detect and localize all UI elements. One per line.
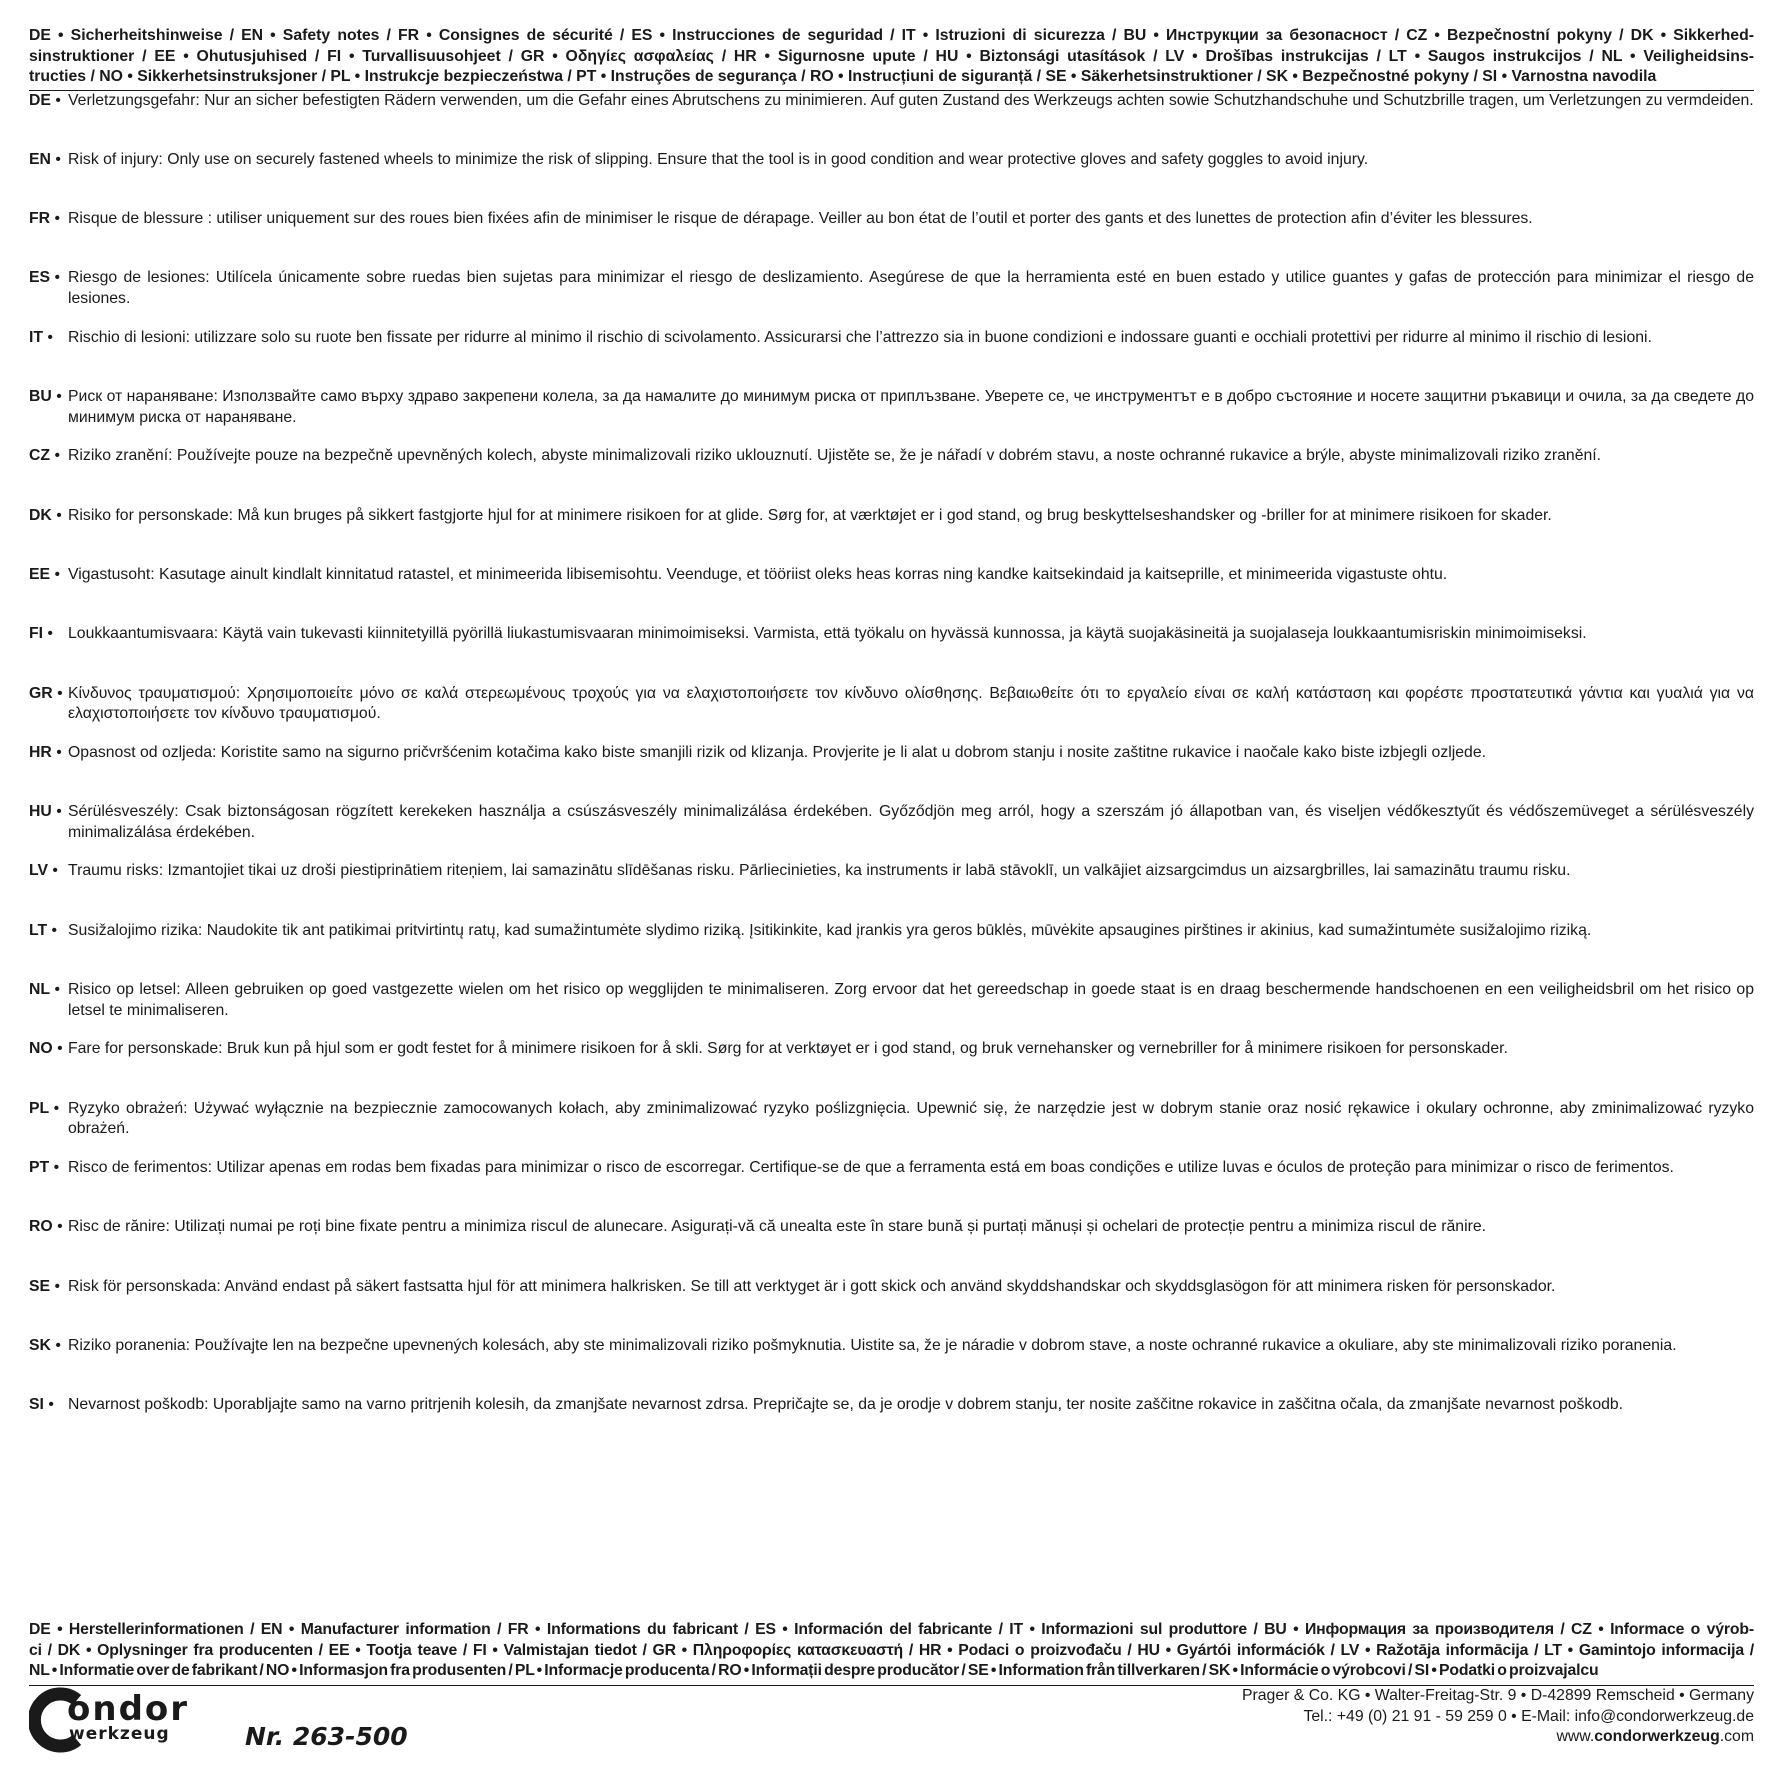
footer [29,1686,1754,1766]
website-link[interactable] [1242,1727,1754,1748]
safety-note-ro [29,1217,1754,1238]
safety-notes-list [29,91,1754,1617]
language-code: FR • [29,210,60,228]
language-code: DK • [29,506,62,524]
language-code: DE • [29,91,61,109]
manufacturer-header-line: ci / DK • Oplysninger fra producenten / EE • Tootja teave / FI • Valmistajan tiedot / GR • Πληροφορίες κατασκευαστή / HR • Podaci o proizvođaču / HU • Gyártói információk / LV • Ražotāja informācija / LT • Gamintojo informacija / [29,1641,1754,1659]
manufacturer-header-line: DE • Herstellerinformationen / EN • Manufacturer information / FR • Informations du fabricant / ES • Información del fabricante / IT • Informazioni sul produttore / BU • Информация за производителя / CZ • Informace o výrob- [29,1621,1754,1638]
language-code: IT • [29,328,53,346]
manufacturer-info-header [29,1620,1754,1686]
header-line: DE • Sicherheitshinweise / EN • Safety notes / FR • Consignes de sécurité / ES • Instrucciones de seguridad / IT • Istruzioni di sicurezza / BU • Инструкции за безопасност / CZ • Bezpečnostní pokyny / DK • Sikkerhed- [29,27,1754,44]
language-code: SK • [29,1336,61,1354]
safety-note-text: Risk för personskada: Använd endast på säkert fastsatta hjul för att minimera halkrisken. Se till att verktyget är i gott skick och använd skyddshandskar och skyddsglasögon för att minimera risken för personskador. [68,1277,1556,1295]
language-code: EN • [29,150,61,168]
safety-note-gr [29,684,1754,725]
language-code: LT • [29,921,58,939]
safety-note-hr [29,743,1754,764]
safety-note-nl [29,980,1754,1021]
safety-note-text: Vigastusoht: Kasutage ainult kindlalt kinnitatud ratastel, et minimeerida libisemisohtu. Veenduge, et tööriist oleks heas korras ning kandke kaitsekindaid ja kaitseprille, et minimeerida vigastuste ohtu. [68,565,1448,583]
safety-notes-header [29,26,1754,91]
safety-note-en [29,150,1754,171]
safety-note-text: Fare for personskade: Bruk kun på hjul som er godt festet for å minimere risikoen for å skli. Sørg for at verktøyet er i god stand, og bruk vernehansker og vernebriller for å minimere risikoen for personskader. [68,1040,1508,1058]
safety-note-fr [29,209,1754,230]
language-code: EE • [29,565,60,583]
safety-note-pl [29,1099,1754,1140]
safety-note-bu [29,387,1754,428]
language-code: RO • [29,1218,63,1236]
language-code: NL • [29,981,60,998]
safety-note-text: Susižalojimo rizika: Naudokite tik ant patikimai pritvirtintų ratų, kad sumažintumėte slydimo riziką. Įsitikinkite, kad įrankis yra geros būklės, mūvėkite apsaugines pirštines ir akinius, kad sumažintumėte susižalojimo riziką. [68,921,1592,939]
safety-note-no [29,1039,1754,1060]
safety-note-text: Traumu risks: Izmantojiet tikai uz droši piestiprinātiem riteņiem, lai samazinātu slīdēšanas risku. Pārliecinieties, ka instruments ir labā stāvoklī, un valkājiet aizsargcimdus un aizsargbrilles, lai samazinātu traumu risku. [68,862,1571,880]
safety-note-cz [29,446,1754,467]
language-code: LV • [29,862,58,880]
safety-note-text: Risco de ferimentos: Utilizar apenas em rodas bem fixadas para minimizar o risco de escorregar. Certifique-se de que a ferramenta está em boas condições e utilize luvas e óculos de proteção para minimizar o risco de ferimentos. [68,1158,1674,1176]
safety-note-fi [29,624,1754,645]
language-code: FI • [29,625,53,643]
website-prefix: www. [1556,1728,1595,1745]
language-code: GR • [29,684,63,702]
header-line: tructies / NO • Sikkerhetsinstruksjoner / PL • Instrukcje bezpieczeństwa / PT • Instruções de segurança / RO • Instrucțiuni de siguranță / SE • Säkerhetsinstruktioner / SK • Bezpečnostné pokyny / SI • Varnostna navodila [29,68,1657,85]
safety-note-it [29,328,1754,349]
safety-note-text: Ryzyko obrażeń: Używać wyłącznie na bezpiecznie zamocowanych kołach, aby zminimalizować ryzyko poślizgnięcia. Upewnić się, że narzędzie jest w dobrym stanie oraz nosić rękawice i okulary ochronne, aby zminimalizować ryzyko obrażeń. [68,1099,1754,1138]
logo-sub: werkzeug [69,1724,170,1744]
language-code: SI • [29,1396,54,1414]
safety-note-text: Risiko for personskade: Må kun bruges på sikkert fastgjorte hjul for at minimere risikoen for at glide. Sørg for, at værktøjet er i god stand, og brug beskyttelseshandsker og -briller for at minimere risikoen for skader. [68,506,1552,524]
safety-note-text: Opasnost od ozljeda: Koristite samo na sigurno pričvršćenim kotačima kako biste smanjili rizik od klizanja. Provjerite je li alat u dobrom stanju i nosite zaštitne rukavice i naočale kako biste izbjegli ozljede. [68,743,1486,761]
safety-note-hu [29,802,1754,843]
safety-note-text: Κίνδυνος τραυματισμού: Χρησιμοποιείτε μόνο σε καλά στερεωμένους τροχούς για να ελαχιστοποιήσετε τον κίνδυνο ολίσθησης. Βεβαιωθείτε ότι το εργαλείο είναι σε καλή κατάσταση και φορέστε προστατευτικά γάντια και γυαλιά για να ελαχιστοποιήσετε τον κίνδυνο τραυματισμού. [68,684,1754,722]
safety-note-text: Riziko poranenia: Používajte len na bezpečne upevnených kolesách, aby ste minimalizovali riziko pošmyknutia. Uistite sa, že je náradie v dobrom stave, a noste ochranné rukavice a okuliare, aby ste minimalizovali riziko poranenia. [68,1336,1677,1354]
language-code: CZ • [29,447,60,465]
language-code: ES • [29,269,60,287]
safety-note-sk [29,1336,1754,1357]
safety-note-pt [29,1158,1754,1179]
safety-note-text: Verletzungsgefahr: Nur an sicher befestigten Rädern verwenden, um die Gefahr eines Abrutschens zu minimieren. Auf guten Zustand des Werkzeugs achten sowie Schutzhandschuhe und Schutzbrille tragen, um Verletzungen zu vermdeiden. [68,91,1754,109]
safety-note-text: Riziko zranění: Používejte pouze na bezpečně upevněných kolech, abyste minimalizovali riziko uklouznutí. Ujistěte se, že je nářadí v dobrém stavu, a noste ochranné rukavice a brýle, abyste minimalizovali riziko zranění. [68,447,1602,465]
website-suffix: .com [1719,1728,1754,1745]
contact-block [1242,1686,1754,1748]
safety-note-text: Riesgo de lesiones: Utilícela únicamente sobre ruedas bien sujetas para minimizar el riesgo de deslizamiento. Asegúrese de que la herramienta esté en buen estado y utilice guantes y gafas de protección para minimizar el riesgo de lesiones. [68,269,1754,307]
language-code: HU • [29,803,62,821]
safety-note-text: Loukkaantumisvaara: Käytä vain tukevasti kiinnitetyillä pyörillä liukastumisvaaran minimoimiseksi. Varmista, että työkalu on hyvässä kunnossa, ja käytä suojakäsineitä ja suojalaseja loukkaantumisriskin minimoimiseksi. [68,625,1587,643]
safety-note-text: Sérülésveszély: Csak biztonságosan rögzített kerekeken használja a csúszásveszély minimalizálása érdekében. Győződjön meg arról, hogy a szerszám jó állapotban van, és viseljen védőkesztyűt és védőszemüveget a sérülésveszély minimalizálása érdekében. [68,803,1754,841]
safety-note-dk [29,506,1754,527]
language-code: PL • [29,1099,60,1117]
safety-note-text: Rischio di lesioni: utilizzare solo su ruote ben fissate per ridurre al minimo il rischio di scivolamento. Assicurarsi che l’attrezzo sia in buone condizioni e indossare guanti e occhiali protettivi per ridurre al minimo il rischio di lesioni. [68,328,1652,346]
safety-note-de [29,91,1754,112]
safety-note-text: Риск от нараняване: Използвайте само върху здраво закрепени колела, за да намалите до минимум риска от приплъзване. Уверете се, че инструментът е в добро състояние и носете защитни ръкавици и очила, за да сведете до минимум риска от нараняване. [68,388,1754,426]
language-code: SE • [29,1277,60,1295]
safety-note-text: Nevarnost poškodb: Uporabljajte samo na varno pritrjenih kolesih, da zmanjšate nevarnost zdrsa. Prepričajte se, da je orodje v dobrem stanju, ter nosite zaščitne rokavice in zaščitna očala, da zmanjšate nevarnost poškodb. [68,1396,1624,1414]
manufacturer-header-line: NL • Informatie over de fabrikant / NO • Informasjon fra produsenten / PL • Informacje producenta / RO • Informații despre producător / SE • Information från tillverkaren / SK • Informácie o výrobcovi / SI • Podatki o proizvajalcu [29,1662,1599,1679]
language-code: BU • [29,388,62,405]
website-domain: condorwerkzeug [1594,1728,1720,1745]
safety-note-ee [29,565,1754,586]
safety-note-text: Risk of injury: Only use on securely fastened wheels to minimize the risk of slipping. Ensure that the tool is in good condition and wear protective gloves and safety goggles to avoid injury. [68,150,1369,168]
safety-sheet [29,26,1754,1751]
language-code: HR • [29,743,62,761]
article-number: Nr. 263-500 [245,1722,408,1751]
safety-note-lt [29,921,1754,942]
phone-email: Tel.: +49 (0) 21 91 - 59 259 0 • E-Mail: info@condorwerkzeug.de [1303,1707,1754,1725]
safety-note-text: Risico op letsel: Alleen gebruiken op goed vastgezette wielen om het risico op wegglijden te minimaliseren. Zorg ervoor dat het gereedschap in goede staat is en draag beschermende handschoenen en een veiligheidsbril om het risico op letsel te minimaliseren. [68,981,1754,1019]
company-address: Prager & Co. KG • Walter-Freitag-Str. 9 • D-42899 Remscheid • Germany [1241,1687,1754,1704]
safety-note-text: Risque de blessure : utiliser uniquement sur des roues bien fixées afin de minimiser le risque de dérapage. Veiller au bon état de l’outil et porter des gants et des lunettes de protection afin d’éviter les blessures. [68,210,1533,228]
logo-brand: ondor [67,1689,190,1729]
language-code: NO • [29,1040,63,1058]
header-line: sinstruktioner / EE • Ohutusjuhised / FI • Turvallisuusohjeet / GR • Οδηγίες ασφαλείας / HR • Sigurnosne upute / HU • Biztonsági utasítások / LV • Drošības instrukcijas / LT • Saugos instrukcijos / NL • Veiligheidsins- [29,47,1754,65]
safety-note-es [29,268,1754,309]
safety-note-lv [29,861,1754,882]
condor-logo [29,1686,219,1754]
language-code: PT • [29,1158,60,1176]
safety-note-si [29,1395,1754,1416]
safety-note-text: Risc de rănire: Utilizați numai pe roți bine fixate pentru a minimiza riscul de alunecare. Asigurați-vă că unealta este în stare bună și purtați mănuși și ochelari de protecție pentru a minimiza riscul de rănire. [68,1218,1487,1236]
safety-note-se [29,1277,1754,1298]
